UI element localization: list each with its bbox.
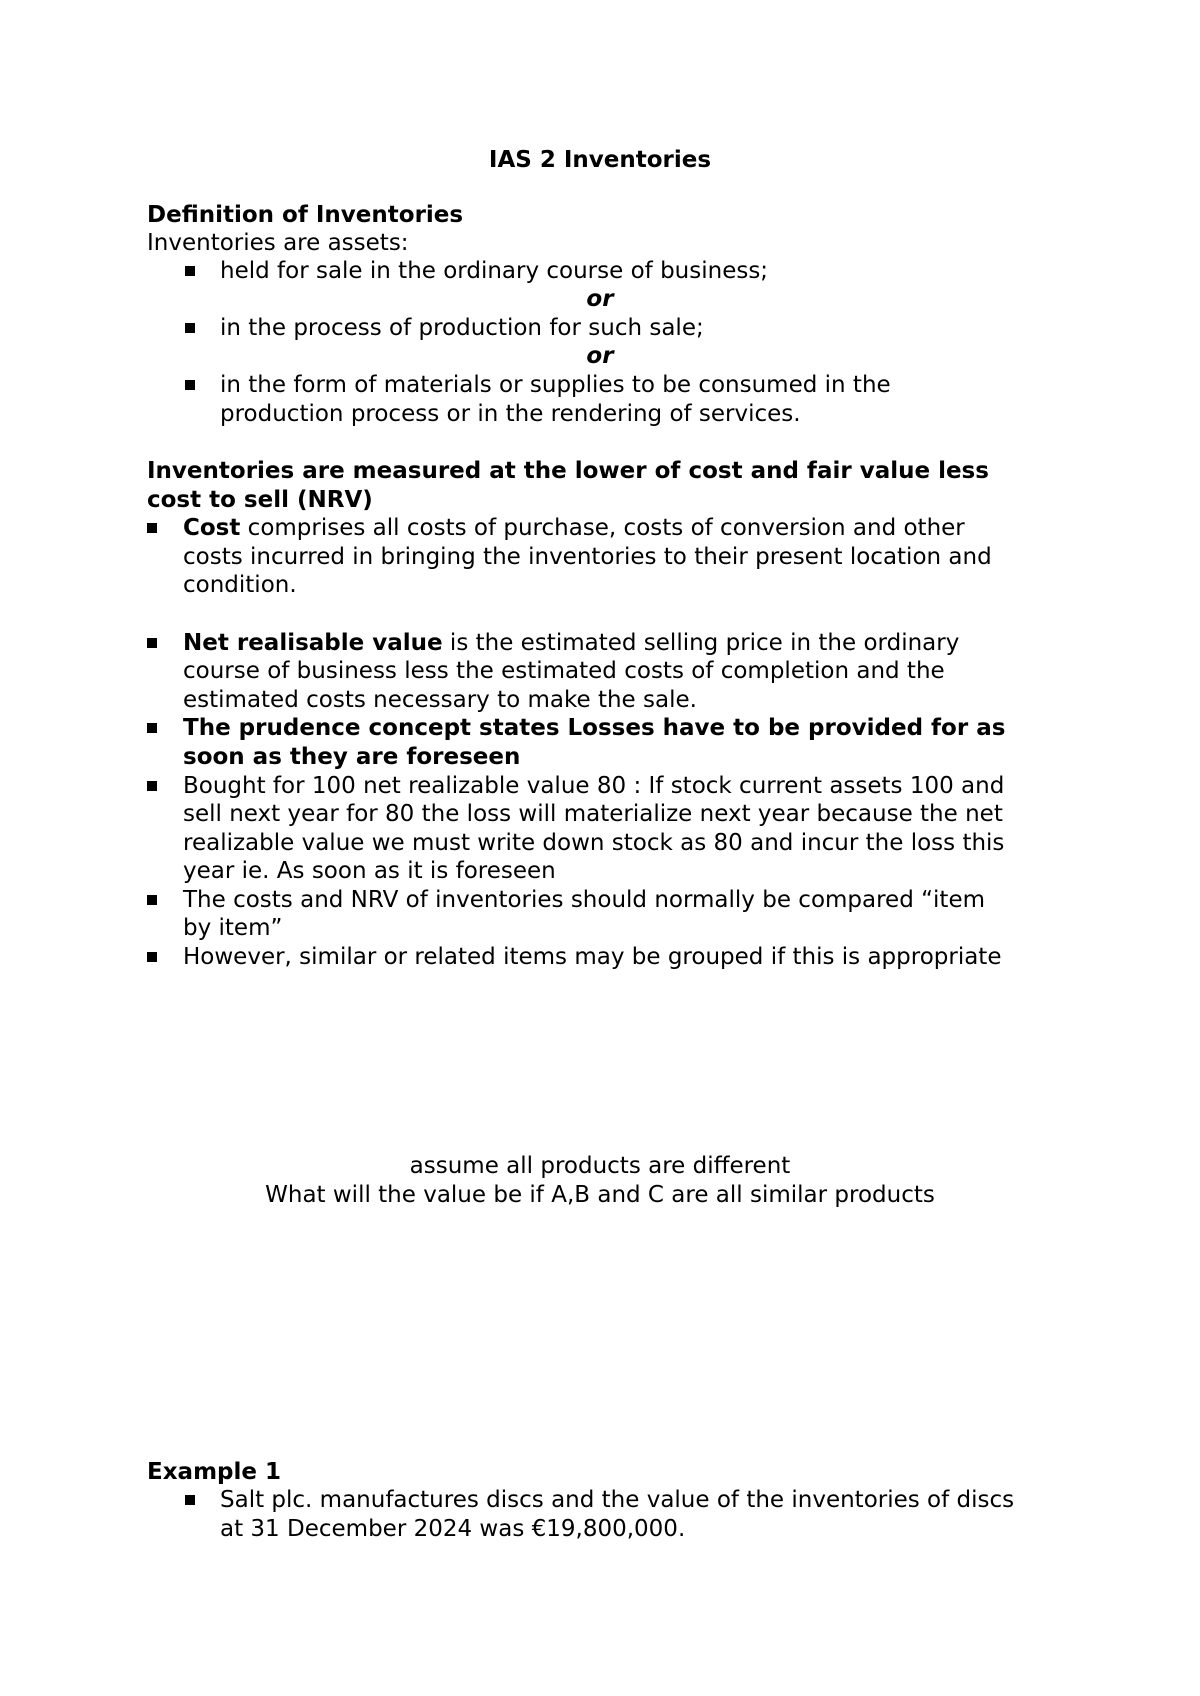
write-down-example-line2: sell next year for 80 the loss will materialize next year because the net (183, 801, 1003, 827)
write-down-example: Bought for 100 net realizable value 80 : If stock current assets 100 and (183, 773, 1005, 799)
nrv-term: Net realisable value (183, 630, 443, 656)
bullet-icon (147, 523, 157, 533)
bullet-icon (147, 781, 157, 791)
example-text-line2: at 31 December 2024 was €19,800,000. (220, 1516, 686, 1542)
cost-text-line3: condition. (183, 572, 297, 598)
bullet-icon (147, 895, 157, 905)
nrv-definition (183, 629, 959, 658)
bullet-icon (185, 323, 195, 333)
bullet-icon (185, 380, 195, 390)
bullet-icon (185, 1495, 195, 1505)
definition-heading: Definition of Inventories (147, 202, 464, 228)
nrv-text-line2: course of business less the estimated costs of completion and the (183, 658, 945, 684)
write-down-example-line3: realizable value we must write down stock as 80 and incur the loss this (183, 830, 1005, 856)
grouping-rule: However, similar or related items may be grouped if this is appropriate (183, 944, 1002, 970)
nrv-text: is the estimated selling price in the ordinary (442, 630, 960, 656)
bullet-icon (147, 638, 157, 648)
cost-text: comprises all costs of purchase, costs of conversion and other (240, 515, 965, 541)
cost-text-line2: costs incurred in bringing the inventories to their present location and (183, 544, 992, 570)
write-down-example-line4: year ie. As soon as it is foreseen (183, 858, 556, 884)
or-separator: or (586, 286, 614, 312)
item-by-item-rule-cont: by item” (183, 915, 283, 941)
bullet-icon (147, 952, 157, 962)
cost-definition (183, 514, 965, 543)
definition-intro: Inventories are assets: (147, 230, 409, 256)
nrv-text-line3: estimated costs necessary to make the sale. (183, 687, 697, 713)
definition-item-continued: production process or in the rendering of services. (220, 401, 801, 427)
bullet-icon (185, 266, 195, 276)
prudence-concept: The prudence concept states Losses have to be provided for as (183, 715, 1006, 741)
definition-item: in the process of production for such sale; (220, 315, 704, 341)
item-by-item-rule: The costs and NRV of inventories should normally be compared “item (183, 887, 986, 913)
example-text: Salt plc. manufactures discs and the value of the inventories of discs (220, 1487, 1015, 1513)
example-heading: Example 1 (147, 1459, 281, 1485)
question-line-2: What will the value be if A,B and C are all similar products (265, 1182, 935, 1208)
prudence-concept-cont: soon as they are foreseen (183, 744, 521, 770)
bullet-icon (147, 723, 157, 733)
or-separator: or (586, 343, 614, 369)
question-line-1: assume all products are different (409, 1153, 791, 1179)
measurement-heading-cont: cost to sell (NRV) (147, 487, 373, 513)
cost-term: Cost (183, 515, 241, 541)
definition-item: in the form of materials or supplies to be consumed in the (220, 372, 891, 398)
page-title: IAS 2 Inventories (488, 147, 712, 173)
definition-item: held for sale in the ordinary course of business; (220, 258, 769, 284)
measurement-heading: Inventories are measured at the lower of cost and fair value less (147, 458, 989, 484)
